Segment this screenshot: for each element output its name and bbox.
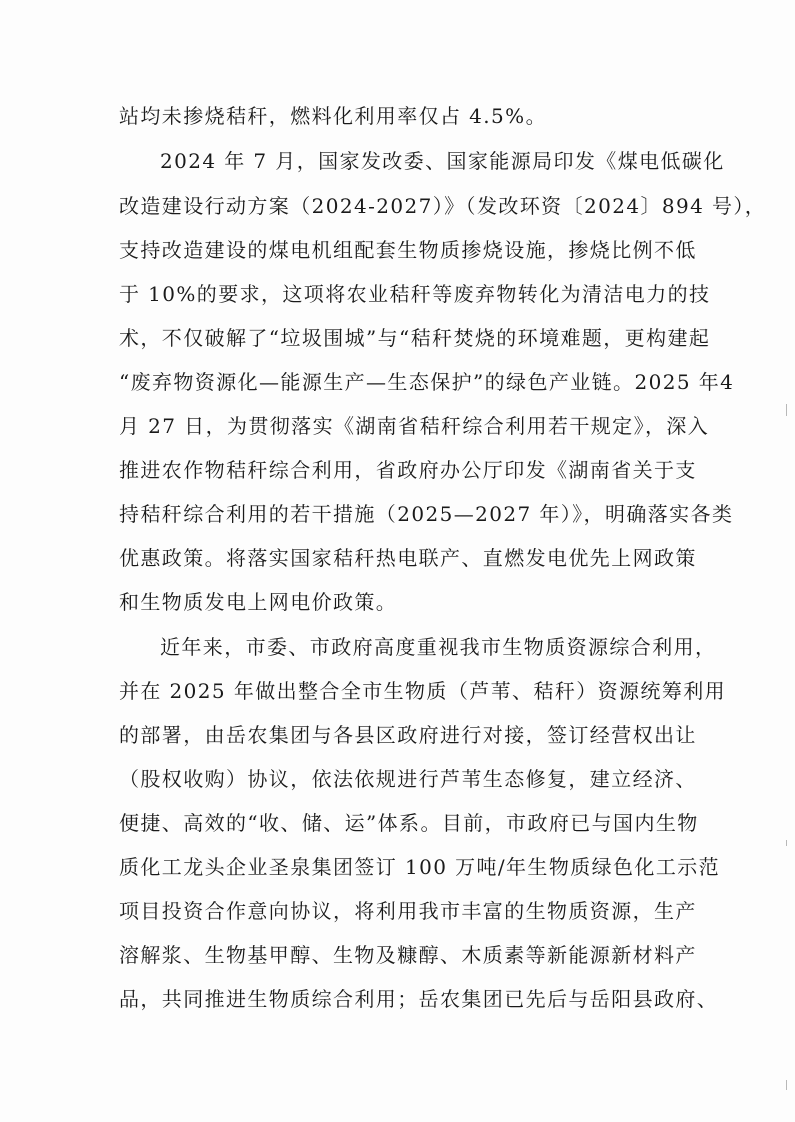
text-line-20: 溶解浆、生物基甲醇、生物及糠醇、木质素等新能源新材料产 — [119, 943, 697, 967]
text-line-4: 支持改造建设的煤电机组配套生物质掺烧设施，掺烧比例不低 — [119, 238, 697, 262]
text-line-8: 月 27 日，为贯彻落实《湖南省秸秆综合利用若干规定》，深入 — [119, 414, 710, 438]
text-line-2: 2024 年 7 月，国家发改委、国家能源局印发《煤电低碳化 — [160, 149, 725, 173]
text-line-5: 于 10%的要求，这项将农业秸秆等废弃物转化为清洁电力的技 — [119, 282, 711, 306]
scan-mark — [786, 404, 787, 416]
text-line-16: （股权收购）协议，依法依规进行芦苇生态修复，建立经济、 — [119, 767, 697, 791]
text-line-1: 站均未掺烧秸秆，燃料化利用率仅占 4.5%。 — [119, 104, 547, 128]
text-line-15: 的部署，由岳农集团与各县区政府进行对接，签订经营权出让 — [119, 723, 697, 747]
text-line-12: 和生物质发电上网电价政策。 — [119, 590, 398, 614]
scan-mark — [786, 1080, 787, 1090]
text-line-7: “废弃物资源化—能源生产—生态保护”的绿色产业链。2025 年4 — [119, 370, 735, 394]
text-line-11: 优惠政策。将落实国家秸秆热电联产、直燃发电优先上网政策 — [119, 546, 697, 570]
text-line-3: 改造建设行动方案（2024-2027）》（发改环资〔2024〕894 号）， — [119, 194, 767, 218]
text-line-6: 术，不仅破解了“垃圾围城”与“秸秆焚烧的环境难题，更构建起 — [119, 326, 711, 350]
text-line-19: 项目投资合作意向协议，将利用我市丰富的生物质资源，生产 — [119, 899, 697, 923]
text-line-13: 近年来，市委、市政府高度重视我市生物质资源综合利用， — [160, 635, 717, 659]
text-line-18: 质化工龙头企业圣泉集团签订 100 万吨/年生物质绿色化工示范 — [119, 855, 721, 879]
text-line-21: 品，共同推进生物质综合利用；岳农集团已先后与岳阳县政府、 — [119, 987, 719, 1011]
text-line-9: 推进农作物秸秆综合利用，省政府办公厅印发《湖南省关于支 — [119, 458, 697, 482]
text-line-17: 便捷、高效的“收、储、运”体系。目前，市政府已与国内生物 — [119, 811, 699, 835]
text-line-10: 持秸秆综合利用的若干措施（2025—2027 年）》，明确落实各类 — [119, 502, 734, 526]
scan-mark — [786, 840, 787, 846]
text-line-14: 并在 2025 年做出整合全市生物质（芦苇、秸秆）资源统筹利用 — [119, 679, 727, 703]
